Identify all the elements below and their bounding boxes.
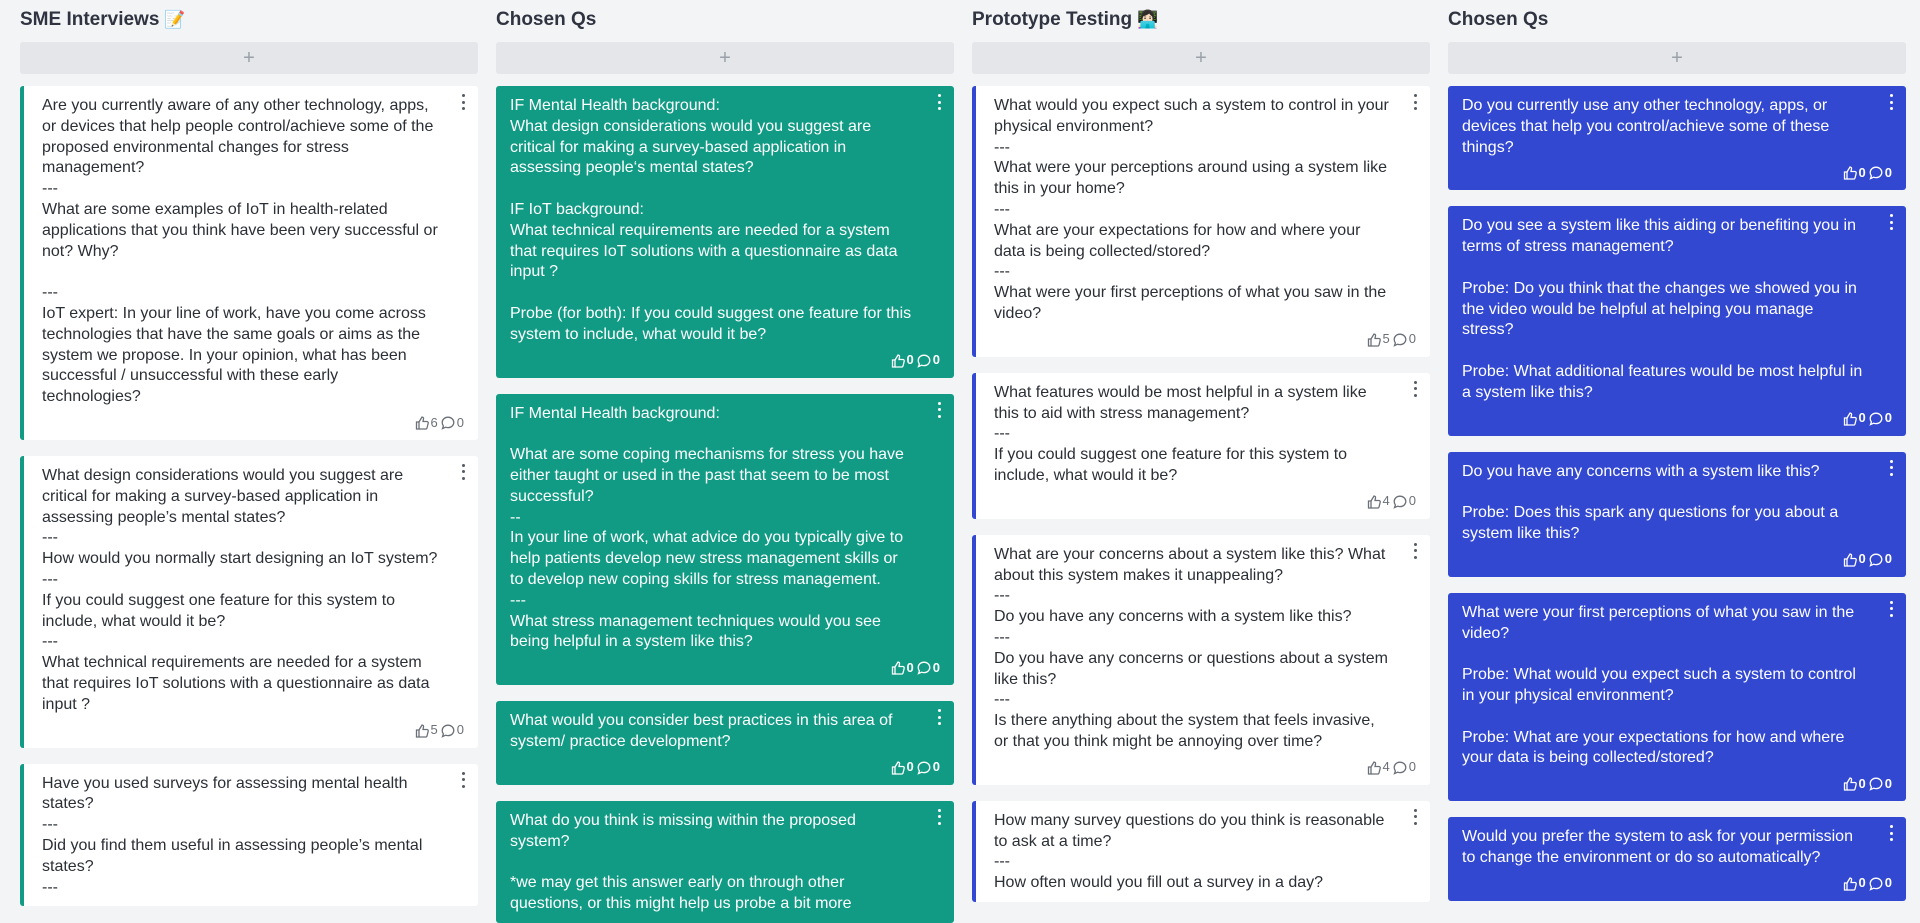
card[interactable] [1448, 593, 1906, 801]
card[interactable] [496, 801, 954, 923]
card-text: Are you currently aware of any other technology, apps, or devices that help people control/achieve some of the proposed environmental changes for stress management? --- What are some examples of IoT in health-related applications that you think have been very successful or not? Why? --- IoT expert: In your line of work, have you come across technologies that have the same goals or aims as the system we propose. In your opinion, what has been successful / unsuccessful with these early technologies? [42, 97, 438, 406]
card-text: Do you see a system like this aiding or benefiting you in terms of stress management? Probe: Do you think that the changes we showed you in the video would be helpful at helping you manage stress? Probe: What additional features would be most helpful in a system like this? [1462, 217, 1863, 401]
more-options-icon[interactable] [1890, 94, 1894, 110]
card-text: Do you have any concerns with a system like this? Probe: Does this spark any questions for you about a system like this? [1462, 462, 1839, 542]
like-button[interactable] [414, 413, 438, 434]
card[interactable] [972, 535, 1430, 785]
card-text: Have you used surveys for assessing mental health states? --- Did you find them useful in assessing people’s mental states? --- [42, 774, 423, 896]
card-text: What features would be most helpful in a system like this to aid with stress management? --- If you could suggest one feature for this system to include, what would it be? [994, 383, 1367, 484]
like-button[interactable] [414, 720, 438, 741]
card-footer [994, 331, 1416, 349]
comment-bubble-icon [1392, 332, 1408, 348]
comment-button[interactable] [916, 658, 940, 679]
comment-button[interactable] [1392, 757, 1416, 778]
card-footer [510, 759, 940, 777]
comment-button[interactable] [916, 757, 940, 778]
like-count: 0 [1858, 410, 1866, 426]
comment-button[interactable] [440, 720, 464, 741]
card-footer [994, 759, 1416, 777]
card-text: What do you think is missing within the proposed system? *we may get this answer early on through other questions, or this might help us probe a bit more [510, 811, 856, 912]
comment-count: 0 [1408, 759, 1416, 775]
comment-bubble-icon [916, 353, 932, 369]
card[interactable] [20, 456, 478, 748]
more-options-icon[interactable] [1890, 601, 1894, 617]
comment-button[interactable] [1868, 549, 1892, 570]
card-footer [510, 352, 940, 370]
comment-bubble-icon [916, 760, 932, 776]
like-count: 0 [1858, 875, 1866, 891]
comment-button[interactable] [1392, 329, 1416, 350]
thumbs-up-icon [1842, 876, 1858, 892]
comment-bubble-icon [916, 660, 932, 676]
more-options-icon[interactable] [938, 809, 942, 825]
card[interactable] [1448, 206, 1906, 435]
thumbs-up-icon [890, 760, 906, 776]
like-count: 0 [906, 659, 914, 675]
column-title-text: SME Interviews [20, 9, 160, 30]
like-button[interactable] [1366, 329, 1390, 350]
column-title [1448, 0, 1906, 40]
card-list [972, 86, 1430, 902]
comment-count: 0 [456, 722, 464, 738]
comment-count: 0 [456, 414, 464, 430]
like-count: 4 [1382, 493, 1390, 509]
like-count: 4 [1382, 759, 1390, 775]
card[interactable] [496, 86, 954, 378]
card-text: What are your concerns about a system like this? What about this system makes it unappealing? --- Do you have any concerns with a system like this? --- Do you have any concerns or questions about a system like this? --- Is there anything about the system that feels invasive, or that you think might be annoying over time? [994, 545, 1388, 750]
comment-button[interactable] [1392, 491, 1416, 512]
card-text: IF Mental Health background: What design considerations would you suggest are critical for making a survey-based application in assessing people‘s mental states? IF IoT background: What technical requirements are needed for a system that requires IoT solutions with a questionnaire as data input ? Probe (for both): If you could suggest one feature for this system to include, what would it be? [510, 97, 912, 343]
more-options-icon[interactable] [938, 402, 942, 418]
comment-bubble-icon [1392, 494, 1408, 510]
comment-count: 0 [932, 352, 940, 368]
like-button[interactable] [1842, 774, 1866, 795]
card-text: What design considerations would you suggest are critical for making a survey-based application in assessing people’s mental states? --- How would you normally start designing an IoT system? --- If you could suggest one feature for this system to include, what would it be? --- What technical requirements are needed for a system that requires IoT solutions with a questionnaire as data input ? [42, 466, 438, 713]
card[interactable] [972, 801, 1430, 902]
thumbs-up-icon [414, 723, 430, 739]
like-button[interactable] [890, 350, 914, 371]
card-footer [1462, 410, 1892, 428]
card[interactable] [1448, 452, 1906, 577]
comment-bubble-icon [440, 723, 456, 739]
card-list [20, 86, 478, 906]
like-button[interactable] [890, 658, 914, 679]
column-chosen-qs-2 [1448, 0, 1906, 899]
like-count: 5 [430, 722, 438, 738]
like-button[interactable] [1366, 491, 1390, 512]
card[interactable] [972, 373, 1430, 519]
column-chosen-qs-1 [496, 0, 954, 912]
card-footer [1462, 775, 1892, 793]
comment-count: 0 [1884, 551, 1892, 567]
more-options-icon[interactable] [938, 94, 942, 110]
thumbs-up-icon [1842, 552, 1858, 568]
like-button[interactable] [1842, 163, 1866, 184]
card-footer [1462, 875, 1892, 893]
like-button[interactable] [1842, 549, 1866, 570]
like-button[interactable] [890, 757, 914, 778]
comment-count: 0 [932, 759, 940, 775]
like-count: 0 [906, 352, 914, 368]
card-list [496, 86, 954, 923]
comment-bubble-icon [1868, 411, 1884, 427]
column-sme-interviews [20, 0, 478, 899]
more-options-icon[interactable] [1890, 825, 1894, 841]
more-options-icon[interactable] [1890, 460, 1894, 476]
more-options-icon[interactable] [1414, 543, 1418, 559]
card[interactable] [972, 86, 1430, 357]
card-footer [42, 414, 464, 432]
like-button[interactable] [1842, 873, 1866, 894]
card-text: Do you currently use any other technology, apps, or devices that help you control/achieve some of these things? [1462, 97, 1834, 156]
like-count: 0 [1858, 551, 1866, 567]
card-footer [1462, 551, 1892, 569]
card-text: IF Mental Health background: What are some coping mechanisms for stress you have either taught or used in the past that seem to be most successful? -- In your line of work, what advice do you typically give to help patients develop new stress management skills or to develop new coping skills for stress management. --- What stress management techniques would you see being helpful in a system like this? [510, 404, 904, 651]
comment-count: 0 [1408, 331, 1416, 347]
column-title-text: Chosen Qs [496, 9, 597, 30]
comment-count: 0 [932, 659, 940, 675]
like-count: 0 [1858, 775, 1866, 791]
more-options-icon[interactable] [938, 709, 942, 725]
card-footer [1462, 164, 1892, 182]
more-options-icon[interactable] [1414, 809, 1418, 825]
thumbs-up-icon [1842, 165, 1858, 181]
card-text: How many survey questions do you think is reasonable to ask at a time? --- How often would you fill out a survey in a day? [994, 811, 1385, 892]
more-options-icon[interactable] [1414, 381, 1418, 397]
card[interactable] [20, 764, 478, 907]
memo-emoji-icon: 📝 [164, 10, 186, 29]
card-footer [994, 493, 1416, 511]
comment-count: 0 [1408, 493, 1416, 509]
card-text: What were your first perceptions of what you saw in the video? Probe: What would you expect such a system to control in your physical environment? Probe: What are your expectations for how and where your data is being collected/stored? [1462, 603, 1856, 767]
comment-button[interactable] [1868, 774, 1892, 795]
card-list [1448, 86, 1906, 901]
card[interactable] [20, 86, 478, 440]
thumbs-up-icon [1842, 776, 1858, 792]
technologist-emoji-icon: 👩🏻‍💻 [1137, 10, 1159, 29]
card[interactable] [496, 394, 954, 686]
comment-bubble-icon [1392, 760, 1408, 776]
more-options-icon[interactable] [462, 772, 466, 788]
thumbs-up-icon [1842, 411, 1858, 427]
more-options-icon[interactable] [1890, 214, 1894, 230]
comment-button[interactable] [1868, 163, 1892, 184]
thumbs-up-icon [1366, 760, 1382, 776]
card[interactable] [1448, 86, 1906, 190]
column-title-text: Prototype Testing [972, 9, 1133, 30]
card-footer [510, 659, 940, 677]
more-options-icon[interactable] [462, 464, 466, 480]
like-count: 6 [430, 414, 438, 430]
thumbs-up-icon [1366, 332, 1382, 348]
comment-button[interactable] [1868, 873, 1892, 894]
comment-count: 0 [1884, 410, 1892, 426]
comment-bubble-icon [1868, 776, 1884, 792]
more-options-icon[interactable] [462, 94, 466, 110]
comment-button[interactable] [916, 350, 940, 371]
card-text: Would you prefer the system to ask for your permission to change the environment or do so automatically? [1462, 828, 1858, 866]
add-card-button[interactable]: + [1448, 42, 1906, 74]
thumbs-up-icon [414, 415, 430, 431]
column-prototype-testing [972, 0, 1430, 899]
column-title [20, 0, 478, 40]
column-title [496, 0, 954, 40]
comment-bubble-icon [1868, 165, 1884, 181]
card-text: What would you expect such a system to control in your physical environment? --- What were your perceptions around using a system like this in your home? --- What are your expectations for how and where your data is being collected/stored? --- What were your first perceptions of what you saw in the video? [994, 97, 1389, 322]
comment-count: 0 [1884, 875, 1892, 891]
like-count: 5 [1382, 331, 1390, 347]
comment-button[interactable] [1868, 408, 1892, 429]
more-options-icon[interactable] [1414, 94, 1418, 110]
comment-bubble-icon [1868, 876, 1884, 892]
thumbs-up-icon [890, 353, 906, 369]
comment-button[interactable] [440, 413, 464, 434]
column-title [972, 0, 1430, 40]
card[interactable] [496, 701, 954, 785]
like-button[interactable] [1366, 757, 1390, 778]
comment-bubble-icon [440, 415, 456, 431]
add-card-button[interactable]: + [496, 42, 954, 74]
like-count: 0 [1858, 165, 1866, 180]
thumbs-up-icon [890, 660, 906, 676]
column-title-text: Chosen Qs [1448, 9, 1549, 30]
add-card-button[interactable]: + [20, 42, 478, 74]
add-card-button[interactable]: + [972, 42, 1430, 74]
card-footer [42, 722, 464, 740]
card[interactable] [1448, 817, 1906, 901]
comment-bubble-icon [1868, 552, 1884, 568]
like-count: 0 [906, 759, 914, 775]
thumbs-up-icon [1366, 494, 1382, 510]
comment-count: 0 [1884, 165, 1892, 180]
comment-count: 0 [1884, 775, 1892, 791]
card-text: What would you consider best practices in this area of system/ practice development? [510, 712, 897, 750]
like-button[interactable] [1842, 408, 1866, 429]
